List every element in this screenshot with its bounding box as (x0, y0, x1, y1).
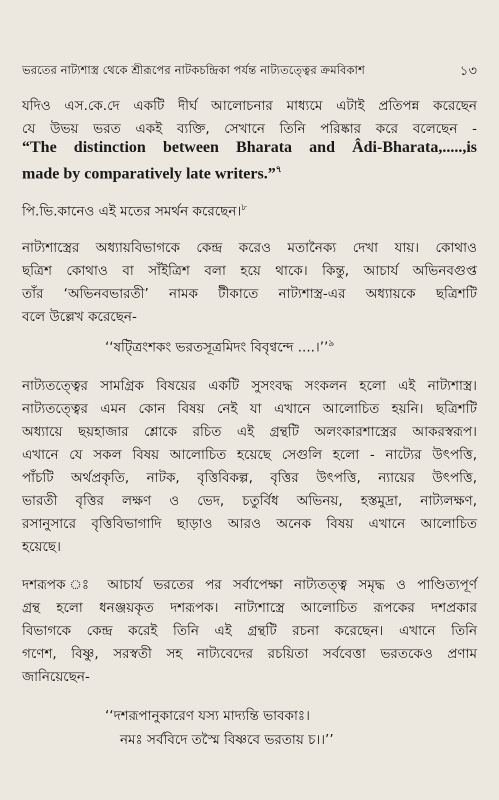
running-header (22, 62, 477, 83)
sanskrit-quote-2-line1: ‘‘দশরূপানুকারেণ যস্য মাদ্যন্তি ভাবকাঃ। (105, 708, 310, 724)
footnote-ref-9: ৯ (328, 339, 335, 349)
para5-line4: গণেশ, বিষ্ণু, সরস্বতী সহ নাট্যবেদের রচয়িতা সর্ববেত্তা ভরতকেও প্রণাম (22, 646, 477, 662)
para4-line2: নাট্যতত্ত্বের এমন কোন বিষয় নেই যা এখানে আলোচিত হয়নি। ছত্রিশটি (22, 401, 477, 417)
para3-line4: বলে উল্লেখ করেছেন- (22, 309, 137, 325)
para4-line7: রসানুসারে বৃত্তিবিভাগাদি ছাড়াও আরও অনেক বিষয় এখানে আলোচিত (22, 516, 477, 532)
sanskrit-quote-1 (105, 336, 334, 360)
para3-line3: তাঁর ‘অভিনবভারতী’ নামক টীকাতে নাট্যশাস্ত্র-এর অধ্যায়কে ছত্রিশটি (22, 286, 477, 302)
para1-line1: যদিও এস.কে.দে একটি দীর্ঘ আলোচনার মাধ্যমে এটাই প্রতিপন্ন করেছেন (22, 98, 477, 114)
para4-line5: পাঁচটি অর্থপ্রকৃতি, নাটক, বৃত্তিবিকল্প, বৃত্তির উৎপত্তি, ন্যায়ের উৎপত্তি, (22, 470, 477, 486)
para5-line1: দশরূপক ঃ আচার্য ভরতের পর সর্বাপেক্ষা নাট্যতত্ত্ব সমৃদ্ধ ও পাণ্ডিত্যপূর্ণ (22, 577, 477, 593)
para1-line2: যে উভয় ভরত একই ব্যক্তি, সেখানে তিনি পরিষ্কার করে বলেছেন - (22, 121, 477, 137)
para5-line2: গ্রন্থ হলো ধনঞ্জয়কৃত দশরূপক। নাট্যশাস্ত্রে আলোচিত রূপকের দশপ্রকার (22, 600, 477, 616)
para3-line1: নাট্যশাস্ত্রের অধ্যায়বিভাগকে কেন্দ্র করেও মতানৈক্য দেখা যায়। কোথাও (22, 240, 477, 256)
para3-line2: ছত্রিশ কোথাও বা সাঁইত্রিশ বলা হয়ে থাকে। কিন্তু, আচার্য অভিনবগুপ্ত (22, 263, 477, 279)
english-quote-line1: “The distinction between Bharata and Âdi-Bharata,.....,is (22, 139, 477, 156)
running-title: ভরতের নাট্যশাস্ত্র থেকে শ্রীরূপের নাটকচন্দ্রিকা পর্যন্ত নাট্যতত্ত্বের ক্রমবিকাশ (22, 63, 365, 77)
para4-line1: নাট্যতত্ত্বের সামগ্রিক বিষয়ের একটি সুসংবদ্ধ সংকলন হলো এই নাট্যশাস্ত্র। (22, 378, 477, 394)
page-number: ১৩ (459, 64, 477, 79)
para4-line3: অধ্যায়ে ছয়হাজার শ্লোকে রচিত এই গ্রন্থটি অলংকারশাস্ত্রের আকরস্বরূপ। (22, 424, 477, 440)
para5-line3: বিভাগকে কেন্দ্র করেই তিনি এই গ্রন্থটি রচনা করেছেন। এখানে তিনি (22, 623, 477, 639)
english-quote-text: made by comparatively late writers.” (22, 165, 276, 183)
para4-line6: ভারতী বৃত্তির লক্ষণ ও ভেদ, চতুর্বিধ অভিনয়, হস্তমুদ্রা, নাট্যলক্ষণ, (22, 493, 477, 509)
para2-line1 (22, 200, 477, 224)
footnote-ref-7: ৭ (275, 164, 282, 174)
sanskrit-quote-1-text: ‘‘ষট্ত্রিংশকং ভরতসূত্রমিদং বিবৃণ্বন্দে ....।’’ (105, 339, 329, 356)
para5-line5: জানিয়েছেন- (22, 669, 90, 685)
footnote-ref-8: ৮ (241, 203, 248, 213)
sanskrit-quote-2-line2: নমঃ সর্ববিদে তস্মৈ বিষ্ণবে ভরতায় চ।।’’ (120, 732, 334, 748)
english-quote-line2 (22, 162, 477, 183)
para2-text: পি.ভি.কানেও এই মতের সমর্থন করেছেন। (22, 203, 242, 220)
para4-line8: হয়েছে। (22, 539, 61, 555)
para4-line4: এখানে যে সকল বিষয় আলোচিত হয়েছে সেগুলি হলো - নাট্যের উৎপত্তি, (22, 447, 477, 463)
